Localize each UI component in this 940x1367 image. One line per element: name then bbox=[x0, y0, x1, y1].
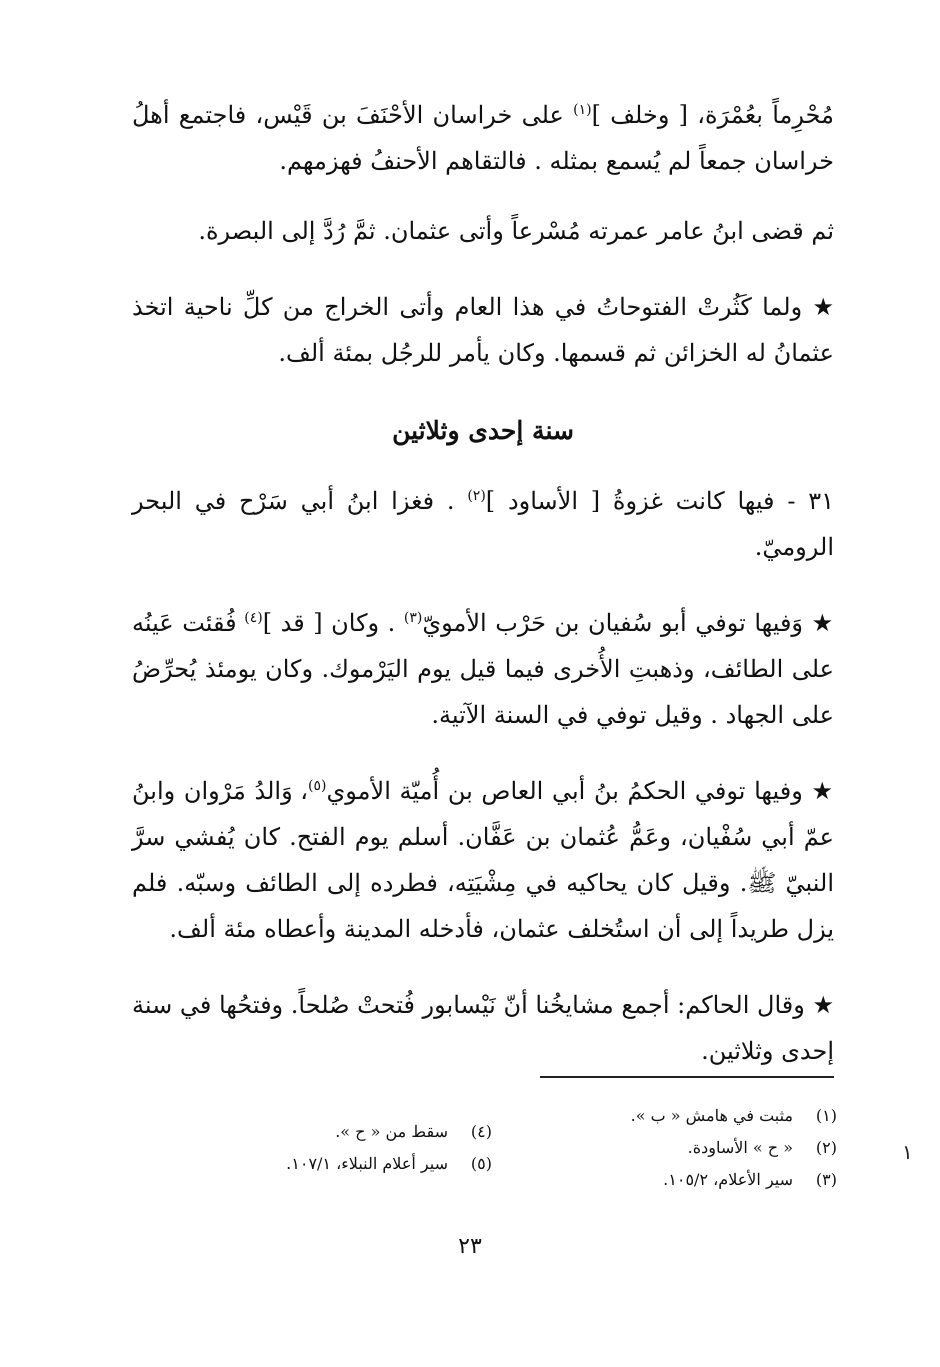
footnotes-left-column bbox=[172, 1116, 492, 1180]
paragraph-31 bbox=[132, 478, 834, 570]
footnote-number: (٣) bbox=[815, 1170, 837, 1189]
paragraph-ahnaf bbox=[132, 92, 834, 184]
footnote-text: سقط من « ح ». bbox=[335, 1122, 448, 1141]
text-segment: . وكان [ قد ] bbox=[262, 609, 404, 637]
footnote-divider bbox=[540, 1076, 834, 1078]
footnote-text: مثبت في هامش « ب ». bbox=[630, 1106, 793, 1125]
main-text bbox=[132, 92, 834, 1104]
margin-mark: ١ bbox=[902, 1140, 913, 1164]
footnote-ref-4: (٤) bbox=[244, 610, 263, 626]
footnote-text: سير أعلام النبلاء، ١٠٧/١. bbox=[286, 1154, 448, 1173]
text-segment: ، وَالدُ مَرْوان وابنُ عمّ أبي سُفْيان، وعَمُّ عُثمان بن عَفَّان. أسلم يوم الفتح. كان يُفشي سرَّ النبيّ ﷺ. وقيل كان يحاكيه في مِشْيَتِه، فطرده إلى الطائف وسبّه. فلم يزل طريداً إلى أن استُخلف عثمان، فأدخله المدينة وأعطاه مئة ألف. bbox=[132, 777, 834, 943]
footnote-4 bbox=[172, 1116, 492, 1148]
paragraph-abu-sufyan bbox=[132, 600, 834, 738]
footnote-3 bbox=[517, 1164, 837, 1196]
footnote-2 bbox=[517, 1132, 837, 1164]
text-segment: ٣١ - فيها كانت غزوةُ [ الأساود ] bbox=[485, 487, 834, 515]
footnote-ref-5: (٥) bbox=[308, 778, 327, 794]
footnote-number: (٢) bbox=[815, 1138, 837, 1157]
text-segment: . فغزا ابنُ أبي سَرْح في البحر الروميّ. bbox=[132, 487, 834, 561]
footnote-number: (٤) bbox=[470, 1122, 492, 1141]
paragraph-conquests: ★ ولما كَثُرتْ الفتوحاتُ في هذا العام وأتى الخراج من كلِّ ناحية اتخذ عثمانُ له الخزائن ثم قسمها. وكان يأمر للرجُل بمئة ألف. bbox=[132, 293, 834, 367]
page-number: ٢٣ bbox=[458, 1234, 482, 1259]
text-segment: فُقئت عَينُه على الطائف، وذهبتِ الأُخرى فيما قيل يوم اليَرْموك. وكان يومئذ يُحرِّضُ على الجهاد . وقيل توفي في السنة الآتية. bbox=[132, 609, 834, 729]
footnote-ref-3: (٣) bbox=[403, 610, 423, 626]
footnote-5 bbox=[172, 1148, 492, 1180]
footnote-number: (٥) bbox=[470, 1154, 492, 1173]
text-segment: ★ وَفيها توفي أبو سُفيان بن حَرْب الأمويّ bbox=[422, 609, 835, 637]
section-heading: سنة إحدى وثلاثين bbox=[392, 416, 574, 445]
text-segment: مُحْرِماً بعُمْرَة، [ وخلف ] bbox=[591, 101, 834, 129]
paragraph-hakam bbox=[132, 768, 834, 952]
footnote-ref-2: (٢) bbox=[467, 488, 486, 504]
footnote-number: (١) bbox=[815, 1106, 837, 1125]
text-segment: ★ وفيها توفي الحكمُ بنُ أبي العاص بن أُميّة الأموي bbox=[326, 777, 834, 805]
text-segment: على خراسان الأحْنَفَ بن قَيْس، فاجتمع أهلُ خراسان جمعاً لم يُسمع بمثله . فالتقاهم الأحنفُ فهزمهم. bbox=[132, 101, 834, 175]
footnotes-right-column bbox=[517, 1100, 837, 1196]
footnote-text: « ح » الأساودة. bbox=[687, 1138, 793, 1157]
footnote-1 bbox=[517, 1100, 837, 1132]
paragraph-ibn-amir: ثم قضى ابنُ عامر عمرته مُسْرعاً وأتى عثمان. ثمَّ رُدَّ إلى البصرة. bbox=[198, 217, 834, 245]
footnote-text: سير الأعلام، ١٠٥/٢. bbox=[663, 1170, 793, 1189]
footnote-ref-1: (١) bbox=[573, 102, 592, 118]
paragraph-nishapur: ★ وقال الحاكم: أجمع مشايخُنا أنّ نَيْسابور فُتحتْ صُلحاً. وفتحُها في سنة إحدى وثلاثين. bbox=[132, 991, 834, 1065]
